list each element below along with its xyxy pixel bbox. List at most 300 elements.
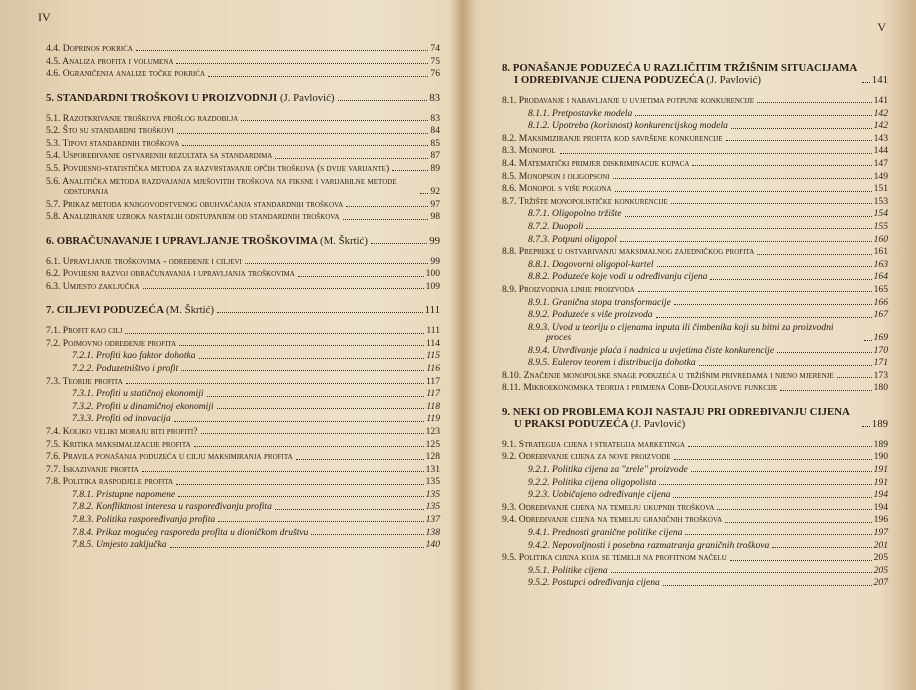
entry-title (528, 121, 728, 131)
entry-page-number: 83 (429, 91, 440, 104)
entry-page-number: 194 (873, 501, 888, 513)
subsection-entry[interactable] (502, 222, 888, 232)
dot-leader (731, 128, 872, 129)
entry-page-number: 135 (425, 476, 440, 488)
dot-leader (638, 291, 872, 292)
section-entry[interactable] (502, 371, 888, 381)
entry-text: 9.2.3. Uobičajeno određivanje cijena (528, 489, 671, 501)
section-entry[interactable] (502, 172, 888, 182)
subsection-entry[interactable] (502, 121, 888, 131)
entry-text: 7.8. Politika raspodjele profita (46, 476, 174, 488)
entry-title (46, 257, 242, 267)
entry-text: 8.7.3. Potpuni oligopol (528, 233, 617, 245)
entry-title (46, 44, 133, 54)
entry-title (46, 269, 295, 279)
dot-leader (199, 358, 425, 359)
entry-page-number: 111 (426, 325, 440, 337)
entry-page-number: 143 (873, 132, 888, 144)
subsection-entry[interactable] (46, 389, 440, 399)
section-entry[interactable] (502, 452, 888, 462)
entry-text: 7.8.3. Politika raspoređivanja profita (72, 514, 216, 526)
dot-leader (176, 63, 428, 64)
subsection-entry[interactable] (502, 566, 888, 576)
entry-title (72, 402, 214, 412)
entry-page-number: 115 (426, 350, 440, 362)
entry-title (528, 578, 660, 588)
section-entry[interactable] (46, 57, 440, 67)
section-entry[interactable] (46, 69, 440, 79)
section-entry[interactable] (502, 197, 888, 207)
entry-text: 7.2. Pojmovno određenje profita (46, 337, 177, 349)
entry-text: 8.7.1. Oligopolno tržište (528, 208, 622, 220)
entry-title (46, 304, 214, 316)
entry-page-number: 169 (873, 332, 888, 344)
dot-leader (420, 193, 428, 194)
table-of-contents (46, 44, 440, 553)
dot-leader (772, 547, 871, 548)
entry-title (502, 452, 671, 462)
dot-leader (710, 279, 871, 280)
entry-text: 8.2. Maksimiziranje profita kod savršene konkurencije (502, 132, 723, 144)
entry-page-number: 190 (873, 451, 888, 463)
entry-text: 4.4. Doprinos pokrića (46, 43, 133, 54)
dot-leader (717, 509, 871, 510)
subsection-entry[interactable] (502, 298, 888, 308)
entry-page-number: 147 (873, 157, 888, 169)
entry-text: 9.4. Određivanje cijena na temelju graničnih troškova (502, 514, 723, 526)
entry-page-number: 189 (873, 438, 888, 450)
entry-page-number: 114 (425, 337, 440, 349)
entry-text: 7.8.4. Prikaz mogućeg rasporeda profita u dioničkom društvu (72, 526, 309, 538)
entry-text: 7.8.1. Pristupne napomene (72, 488, 176, 500)
chapter-entry[interactable] (46, 92, 440, 104)
entry-text: 8.9.5. Eulerov teorem i distribucija dohotka (528, 357, 696, 369)
entry-page-number: 194 (873, 489, 888, 501)
subsection-entry[interactable] (46, 490, 440, 500)
section-entry[interactable] (46, 151, 440, 161)
entry-title (528, 323, 861, 344)
subsection-entry[interactable] (502, 346, 888, 356)
entry-text: 8.3. Monopol (502, 145, 556, 157)
entry-text: 9.3. Određivanje cijena na temelju ukupnih troškova (502, 501, 715, 513)
section-entry[interactable] (502, 247, 888, 257)
section-entry[interactable] (46, 44, 440, 54)
entry-title (46, 151, 272, 161)
entry-page-number: 191 (873, 464, 888, 476)
entry-title (72, 414, 171, 424)
entry-text: 5.6. Analitička metoda razdvajanja mješovitih troškova na fiksne i varijabilne metode odstupanja (46, 175, 397, 197)
entry-title (46, 440, 191, 450)
entry-title (528, 346, 774, 356)
entry-title (46, 200, 343, 210)
dot-leader (615, 191, 872, 192)
entry-text: 9.5. Politika cijena koja se temelji na profitnom načelu (502, 552, 727, 564)
entry-title (46, 177, 417, 198)
section-entry[interactable] (46, 282, 440, 292)
subsection-entry[interactable] (502, 260, 888, 270)
entry-text: 9.4.2. Nepovoljnosti i posebna razmatranja graničnih troškova (528, 539, 770, 551)
entry-title (502, 62, 859, 86)
entry-title (72, 515, 215, 525)
entry-title (502, 134, 723, 144)
entry-text: 8.9.3. Uvod u teoriju o cijenama inputa ili čimbenika koji su bitni za proizvodni proces (528, 321, 834, 344)
subsection-entry[interactable] (502, 541, 888, 551)
dot-leader (837, 377, 872, 378)
entry-title (528, 272, 707, 282)
entry-page-number: 160 (873, 233, 888, 245)
entry-title (72, 502, 272, 512)
section-entry[interactable] (502, 553, 888, 563)
entry-page-number: 167 (873, 309, 888, 321)
subsection-entry[interactable] (502, 358, 888, 368)
subsection-entry[interactable] (502, 578, 888, 588)
entry-page-number: 128 (425, 451, 440, 463)
entry-text: 4.6. Ograničenja analize točke pokrića (46, 68, 206, 80)
entry-text: 8. PONAŠANJE PODUZEĆA U RAZLIČITIM TRŽIŠNIM SITUACIJAMA I ODREĐIVANJE CIJENA PODUZEĆA (502, 62, 857, 86)
entry-title (72, 364, 178, 374)
entry-page-number: 173 (873, 369, 888, 381)
subsection-entry[interactable] (46, 502, 440, 512)
dot-leader (179, 345, 424, 346)
entry-text: 7.2.1. Profiti kao faktor dohotka (72, 350, 196, 362)
entry-page-number: 170 (873, 344, 888, 356)
entry-page-number: 189 (871, 417, 888, 430)
entry-title (502, 383, 777, 393)
section-entry[interactable] (46, 177, 440, 198)
entry-text: 8.6. Monopol s više pogona (502, 183, 612, 195)
entry-text: 5.3. Tipovi standardnih troškova (46, 137, 180, 149)
chapter-entry[interactable] (502, 62, 888, 86)
section-entry[interactable] (46, 326, 440, 336)
entry-title (72, 351, 196, 361)
entry-page-number: 154 (873, 208, 888, 220)
entry-page-number: 165 (873, 283, 888, 295)
entry-title (528, 109, 632, 119)
entry-page-number: 85 (430, 137, 440, 149)
section-entry[interactable] (46, 114, 440, 124)
entry-text: 5. STANDARDNI TROŠKOVI U PROIZVODNJI (46, 91, 278, 104)
entry-text: 9.2.1. Politika cijena za "zrele" proizvode (528, 464, 688, 476)
entry-title (528, 209, 622, 219)
entry-title (502, 197, 668, 207)
entry-text: 7.6. Pravila ponašanja poduzeća u cilju maksimiranja profita (46, 451, 293, 463)
dot-leader (201, 433, 424, 434)
entry-title (528, 358, 696, 368)
entry-title (502, 553, 727, 563)
dot-leader (659, 484, 871, 485)
dot-leader (392, 170, 428, 171)
entry-text: 9.1. Strategija cijena i strategija marketinga (502, 438, 685, 450)
section-entry[interactable] (46, 452, 440, 462)
dot-leader (241, 120, 428, 121)
entry-page-number: 137 (425, 514, 440, 526)
section-entry[interactable] (46, 377, 440, 387)
subsection-entry[interactable] (46, 364, 440, 374)
entry-page-number: 153 (873, 195, 888, 207)
entry-page-number: 99 (429, 234, 440, 247)
subsection-entry[interactable] (46, 351, 440, 361)
entry-text: 8.8. Prepreke u ostvarivanju maksimalnog zajedničkog profita (502, 246, 755, 258)
entry-text: 8.1. Prodavanje i nabavljanje u uvjetima potpune konkurencije (502, 95, 754, 106)
subsection-entry[interactable] (502, 272, 888, 282)
dot-leader (657, 266, 872, 267)
section-entry[interactable] (46, 427, 440, 437)
entry-title (502, 247, 754, 257)
entry-page-number: 74 (430, 43, 440, 54)
chapter-entry[interactable] (46, 304, 440, 316)
entry-text: 5.8. Analiziranje uzroka nastalih odstupanjem od standardnih troškova (46, 211, 340, 223)
entry-page-number: 116 (426, 362, 440, 374)
entry-title (46, 427, 198, 437)
dot-leader (673, 497, 871, 498)
section-entry[interactable] (502, 440, 888, 450)
entry-title (72, 490, 175, 500)
entry-text: 9.2.2. Politika cijena oligopolista (528, 476, 657, 488)
dot-leader (125, 333, 424, 334)
dot-leader (620, 241, 872, 242)
dot-leader (176, 484, 424, 485)
entry-page-number: 76 (430, 68, 440, 80)
subsection-entry[interactable] (502, 465, 888, 475)
dot-leader (862, 82, 870, 83)
entry-title (46, 339, 176, 349)
entry-text: 7.1. Profit kao cilj (46, 325, 123, 337)
entry-text: 7.7. Iskazivanje profita (46, 463, 139, 475)
entry-page-number: 87 (430, 150, 440, 162)
entry-title (46, 377, 123, 387)
section-entry[interactable] (502, 285, 888, 295)
dot-leader (663, 585, 872, 586)
entry-page-number: 197 (873, 527, 888, 539)
dot-leader (611, 572, 872, 573)
section-entry[interactable] (502, 515, 888, 525)
entry-title (46, 114, 238, 124)
entry-title (502, 184, 612, 194)
dot-leader (625, 216, 872, 217)
dot-leader (699, 365, 872, 366)
section-entry[interactable] (502, 96, 888, 106)
dot-leader (275, 158, 428, 159)
entry-page-number: 89 (430, 162, 440, 174)
subsection-entry[interactable] (46, 402, 440, 412)
entry-text: 7.4. Koliko veliki moraju biti profiti? (46, 425, 198, 437)
dot-leader (181, 370, 424, 371)
entry-text: 8.1.1. Pretpostavke modela (528, 107, 633, 119)
entry-page-number: 201 (873, 539, 888, 551)
entry-text: 5.5. Povijesno-statistička metoda za razvrstavanje opčih troškova (s dvije varijante) (46, 162, 390, 174)
dot-leader (178, 496, 423, 497)
dot-leader (311, 534, 423, 535)
dot-leader (725, 522, 871, 523)
section-entry[interactable] (46, 440, 440, 450)
entry-text: 9.5.2. Postupci određivanja cijena (528, 577, 660, 589)
dot-leader (586, 228, 871, 229)
entry-page-number: 166 (873, 296, 888, 308)
entry-page-number: 109 (425, 280, 440, 292)
entry-page-number: 135 (425, 501, 440, 513)
entry-page-number: 196 (873, 514, 888, 526)
entry-title (528, 465, 688, 475)
section-entry[interactable] (502, 383, 888, 393)
dot-leader (343, 219, 429, 220)
entry-title (502, 96, 754, 106)
dot-leader (780, 390, 871, 391)
subsection-entry[interactable] (502, 209, 888, 219)
entry-title (502, 406, 859, 430)
dot-leader (685, 534, 871, 535)
entry-page-number: 142 (873, 120, 888, 132)
dot-leader (174, 421, 425, 422)
entry-title (528, 222, 583, 232)
section-entry[interactable] (502, 503, 888, 513)
entry-page-number: 205 (873, 552, 888, 564)
entry-title (46, 57, 173, 67)
dot-leader (560, 153, 872, 154)
entry-text: 8.8.2. Poduzeće koje vodi u određivanju cijena (528, 271, 708, 283)
entry-author: (J. Pavlović) (630, 417, 686, 430)
entry-text: 6.2. Povijesni razvoj obračunavanja i upravljanja troškovima (46, 268, 295, 280)
dot-leader (674, 304, 872, 305)
entry-text: 9.2. Određivanje cijena za nove proizvode (502, 451, 671, 463)
entry-text: 8.9.2. Poduzeće s više proizvoda (528, 309, 653, 321)
entry-text: 8.9.4. Utvrđivanje plaća i nadnica u uvjetima čiste konkurencije (528, 344, 775, 356)
entry-title (46, 465, 139, 475)
entry-page-number: 75 (430, 55, 440, 67)
entry-title (502, 515, 722, 525)
subsection-entry[interactable] (502, 235, 888, 245)
dot-leader (864, 340, 872, 341)
section-entry[interactable] (502, 134, 888, 144)
entry-page-number: 191 (873, 476, 888, 488)
dot-leader (275, 509, 424, 510)
entry-text: 9.5.1. Politike cijena (528, 564, 608, 576)
entry-page-number: 92 (430, 185, 440, 197)
entry-title (46, 212, 340, 222)
entry-title (46, 477, 173, 487)
subsection-entry[interactable] (46, 515, 440, 525)
section-entry[interactable] (46, 465, 440, 475)
subsection-entry[interactable] (502, 323, 888, 344)
entry-text: 8.4. Matematički primjer diskriminacije kupaca (502, 157, 690, 169)
subsection-entry[interactable] (502, 109, 888, 119)
dot-leader (217, 408, 425, 409)
entry-title (502, 159, 689, 169)
entry-author: (M. Škrtić) (319, 234, 368, 247)
section-entry[interactable] (46, 212, 440, 222)
entry-page-number: 119 (426, 413, 440, 425)
subsection-entry[interactable] (502, 310, 888, 320)
dot-leader (142, 471, 424, 472)
entry-title (46, 282, 140, 292)
entry-title (528, 566, 608, 576)
section-entry[interactable] (46, 126, 440, 136)
entry-title (502, 440, 685, 450)
dot-leader (757, 102, 872, 103)
page-number: V (877, 20, 886, 34)
entry-text: 6. OBRAČUNAVANJE I UPRAVLJANJE TROŠKOVIMA (46, 234, 318, 247)
dot-leader (656, 317, 872, 318)
entry-page-number: 123 (425, 425, 440, 437)
section-entry[interactable] (502, 159, 888, 169)
chapter-entry[interactable] (46, 235, 440, 247)
entry-title (46, 452, 293, 462)
entry-author: (J. Pavlović) (706, 74, 761, 86)
dot-leader (674, 459, 872, 460)
entry-page-number: 117 (425, 375, 440, 387)
subsection-entry[interactable] (46, 414, 440, 424)
section-entry[interactable] (46, 269, 440, 279)
entry-page-number: 171 (873, 357, 888, 369)
dot-leader (635, 115, 871, 116)
dot-leader (346, 206, 428, 207)
entry-text: 9.4.1. Prednosti granične politike cijena (528, 527, 683, 539)
dot-leader (208, 76, 428, 77)
entry-text: 7.3.2. Profiti u dinamičnoj ekonomiji (72, 400, 214, 412)
dot-leader (726, 140, 872, 141)
entry-title (528, 490, 670, 500)
entry-text: 7.2.2. Poduzetništvo i profit (72, 362, 179, 374)
entry-text: 7.3. Teorije profita (46, 375, 123, 387)
chapter-entry[interactable] (502, 406, 888, 430)
entry-text: 8.1.2. Upotreba (korisnost) konkurencijskog modela (528, 120, 728, 132)
section-entry[interactable] (46, 477, 440, 487)
section-entry[interactable] (46, 257, 440, 267)
entry-text: 6.3. Umjesto zaključka (46, 280, 140, 292)
dot-leader (136, 50, 429, 51)
section-entry[interactable] (502, 184, 888, 194)
entry-page-number: 142 (873, 107, 888, 119)
section-entry[interactable] (46, 200, 440, 210)
page-number: IV (38, 10, 51, 24)
entry-page-number: 144 (873, 145, 888, 157)
entry-title (46, 139, 179, 149)
dot-leader (217, 312, 423, 313)
dot-leader (691, 471, 872, 472)
subsection-entry[interactable] (46, 540, 440, 550)
entry-page-number: 205 (873, 564, 888, 576)
entry-page-number: 100 (425, 268, 440, 280)
section-entry[interactable] (46, 339, 440, 349)
dot-leader (613, 178, 872, 179)
entry-title (46, 126, 174, 136)
subsection-entry[interactable] (502, 528, 888, 538)
entry-page-number: 125 (425, 438, 440, 450)
dot-leader (207, 396, 425, 397)
entry-page-number: 84 (430, 125, 440, 137)
subsection-entry[interactable] (502, 478, 888, 488)
entry-page-number: 138 (425, 526, 440, 538)
section-entry[interactable] (46, 164, 440, 174)
entry-title (72, 528, 308, 538)
subsection-entry[interactable] (502, 490, 888, 500)
dot-leader (671, 203, 872, 204)
section-entry[interactable] (46, 139, 440, 149)
entry-title (502, 503, 714, 513)
section-entry[interactable] (502, 146, 888, 156)
entry-page-number: 131 (425, 463, 440, 475)
dot-leader (194, 446, 424, 447)
table-of-contents (502, 50, 888, 591)
entry-text: 9. NEKI OD PROBLEMA KOJI NASTAJU PRI ODREĐIVANJU CIJENA U PRAKSI PODUZEĆA (502, 405, 850, 430)
dot-leader (143, 288, 424, 289)
subsection-entry[interactable] (46, 528, 440, 538)
dot-leader (777, 352, 872, 353)
entry-page-number: 118 (426, 400, 440, 412)
dot-leader (298, 276, 424, 277)
entry-title (528, 310, 653, 320)
dot-leader (126, 383, 424, 384)
entry-page-number: 135 (425, 488, 440, 500)
